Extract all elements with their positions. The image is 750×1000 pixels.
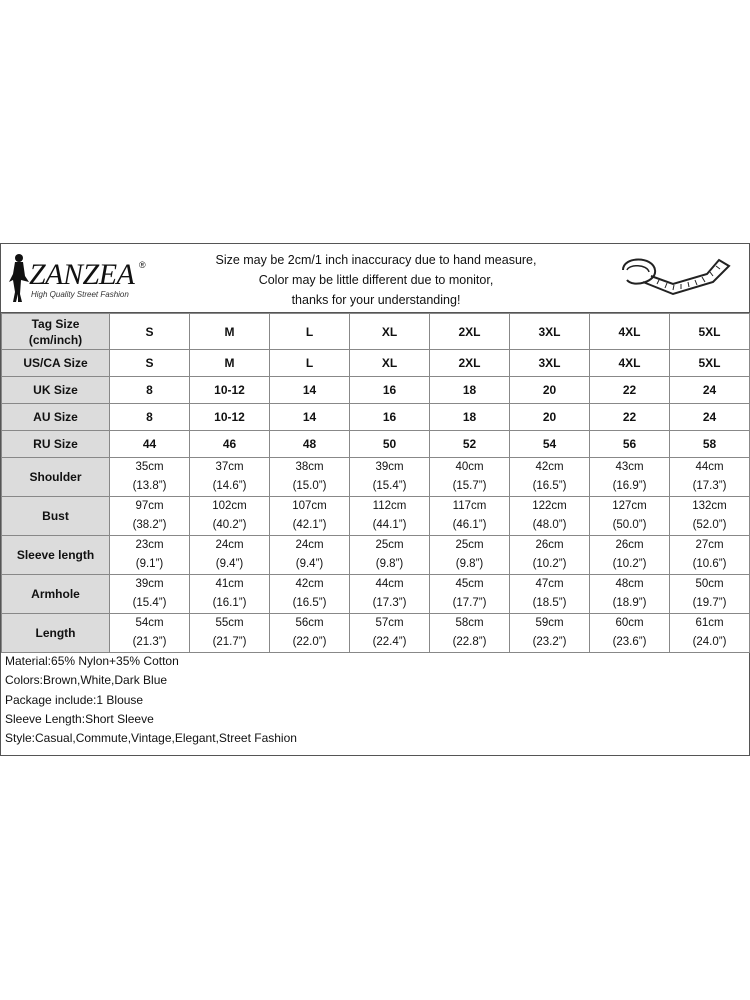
spec-sleeve-length: Sleeve Length:Short Sleeve [5,711,154,726]
inch-value: (21.3”) [132,636,167,648]
cm-value: 107cm [292,500,327,512]
inch-value: (22.8”) [452,636,487,648]
spec-material: Material:65% Nylon+35% Cotton [5,654,179,668]
measure-cell [110,614,190,653]
row-label: Tag Size (cm/inch) [2,314,110,350]
cm-value: 24cm [215,539,244,551]
cm-value: 58cm [455,617,484,629]
inch-value: (22.4”) [372,636,407,648]
size-cell: 14 [270,404,350,431]
measure-cell [510,614,590,653]
measurement-notice [176,250,576,310]
inch-value: (48.0”) [532,519,567,531]
measure-cell [190,536,270,575]
measure-cell [670,575,750,614]
measure-cell [190,458,270,497]
size-cell: 3XL [510,350,590,377]
cm-value: 48cm [615,578,644,590]
measure-cell [190,614,270,653]
size-cell: 5XL [670,350,750,377]
measure-cell [270,536,350,575]
measure-cell [430,614,510,653]
cm-value: 23cm [135,539,164,551]
size-cell: L [270,350,350,377]
measure-cell [270,575,350,614]
size-cell: 20 [510,404,590,431]
measure-cell [270,497,350,536]
size-table [1,313,750,653]
inch-value: (16.5”) [532,480,567,492]
size-cell: 14 [270,377,350,404]
inch-value: (46.1”) [452,519,487,531]
measure-cell [670,536,750,575]
row-label: AU Size [2,404,110,431]
size-cell: L [270,314,350,350]
measure-cell [430,575,510,614]
chart-header [1,244,749,313]
row-label: UK Size [2,377,110,404]
cm-value: 102cm [212,500,247,512]
cm-value: 27cm [695,539,724,551]
table-row [2,377,750,404]
table-row [2,314,750,350]
cm-value: 25cm [455,539,484,551]
measure-cell [430,458,510,497]
table-row [2,575,750,614]
size-cell: 8 [110,404,190,431]
row-label: Sleeve length [2,536,110,575]
inch-value: (40.2”) [212,519,247,531]
cm-value: 44cm [375,578,404,590]
table-row [2,404,750,431]
size-cell: 16 [350,404,430,431]
inch-value: (15.7”) [452,480,487,492]
measure-cell [510,536,590,575]
measure-cell [670,614,750,653]
size-cell: S [110,314,190,350]
row-label: Bust [2,497,110,536]
measure-cell [350,536,430,575]
cm-value: 97cm [135,500,164,512]
measure-cell [270,458,350,497]
size-cell: 10-12 [190,377,270,404]
inch-value: (17.3”) [372,597,407,609]
size-cell: 16 [350,377,430,404]
size-cell: 24 [670,404,750,431]
registered-mark: ® [139,260,146,270]
cm-value: 127cm [612,500,647,512]
table-row [2,431,750,458]
inch-value: (18.9”) [612,597,647,609]
size-cell: 44 [110,431,190,458]
inch-value: (50.0”) [612,519,647,531]
cm-value: 42cm [535,461,564,473]
cm-value: 25cm [375,539,404,551]
cm-value: 132cm [692,500,727,512]
cm-value: 42cm [295,578,324,590]
cm-value: 122cm [532,500,567,512]
measure-cell [110,575,190,614]
inch-value: (9.4”) [295,558,324,570]
table-row [2,497,750,536]
table-row [2,350,750,377]
measure-cell [110,536,190,575]
cm-value: 112cm [372,500,407,512]
measure-cell [350,614,430,653]
size-cell: 8 [110,377,190,404]
size-cell: 2XL [430,314,510,350]
cm-value: 61cm [695,617,724,629]
spec-colors: Colors:Brown,White,Dark Blue [5,673,168,688]
cm-value: 55cm [215,617,244,629]
inch-value: (9.8”) [375,558,404,570]
measure-cell [430,536,510,575]
measure-cell [590,614,670,653]
row-label: US/CA Size [2,350,110,377]
measure-cell [590,458,670,497]
size-cell: 10-12 [190,404,270,431]
size-cell: 48 [270,431,350,458]
inch-value: (17.3”) [692,480,727,492]
inch-value: (22.0”) [292,636,327,648]
inch-value: (24.0”) [692,636,727,648]
cm-value: 24cm [295,539,324,551]
cm-value: 60cm [615,617,644,629]
cm-value: 26cm [535,539,564,551]
measure-cell [670,497,750,536]
measure-cell [430,497,510,536]
cm-value: 37cm [215,461,244,473]
inch-value: (15.4”) [372,480,407,492]
product-specs [5,652,297,748]
inch-value: (10.2”) [612,558,647,570]
inch-value: (16.9”) [612,480,647,492]
size-cell: XL [350,350,430,377]
size-cell: 3XL [510,314,590,350]
inch-value: (17.7”) [452,597,487,609]
inch-value: (14.6”) [212,480,247,492]
measure-cell [190,497,270,536]
inch-value: (23.6”) [612,636,647,648]
size-cell: 46 [190,431,270,458]
cm-value: 38cm [295,461,324,473]
measure-cell [110,458,190,497]
cm-value: 54cm [135,617,164,629]
size-cell: 18 [430,404,510,431]
measure-cell [190,575,270,614]
spec-package: Package include:1 Blouse [5,692,144,707]
cm-value: 50cm [695,578,724,590]
measure-cell [670,458,750,497]
size-cell: 56 [590,431,670,458]
table-row [2,614,750,653]
inch-value: (10.2”) [532,558,567,570]
inch-value: (15.4”) [132,597,167,609]
measure-cell [510,458,590,497]
inch-value: (23.2”) [532,636,567,648]
row-label: Length [2,614,110,653]
cm-value: 45cm [455,578,484,590]
cm-value: 59cm [535,617,564,629]
inch-value: (38.2”) [132,519,167,531]
size-cell: 22 [590,377,670,404]
size-cell: 50 [350,431,430,458]
size-chart [0,243,750,756]
inch-value: (42.1”) [292,519,327,531]
inch-value: (9.8”) [455,558,484,570]
measure-cell [510,497,590,536]
cm-value: 56cm [295,617,324,629]
cm-value: 44cm [695,461,724,473]
size-cell: S [110,350,190,377]
cm-value: 43cm [615,461,644,473]
measuring-tape-icon [613,248,733,308]
measure-cell [350,575,430,614]
inch-value: (21.7”) [212,636,247,648]
inch-value: (19.7”) [692,597,727,609]
inch-value: (9.4”) [215,558,244,570]
inch-value: (15.0”) [292,480,327,492]
cm-value: 117cm [452,500,487,512]
measure-cell [350,458,430,497]
size-cell: 22 [590,404,670,431]
row-label: Armhole [2,575,110,614]
size-cell: 18 [430,377,510,404]
measure-cell [110,497,190,536]
inch-value: (52.0”) [692,519,727,531]
table-row [2,458,750,497]
size-cell: 5XL [670,314,750,350]
notice-line: Color may be little different due to monitor, [258,273,494,287]
cm-value: 57cm [375,617,404,629]
size-cell: 2XL [430,350,510,377]
inch-value: (10.6”) [692,558,727,570]
size-cell: 20 [510,377,590,404]
row-label: RU Size [2,431,110,458]
size-cell: M [190,314,270,350]
measure-cell [270,614,350,653]
inch-value: (16.1”) [212,597,247,609]
spec-style: Style:Casual,Commute,Vintage,Elegant,Street Fashion [5,731,297,746]
cm-value: 40cm [455,461,484,473]
brand-tagline: High Quality Street Fashion [31,290,129,299]
measure-cell [590,536,670,575]
inch-value: (44.1”) [372,519,407,531]
cm-value: 39cm [375,461,404,473]
cm-value: 26cm [615,539,644,551]
cm-value: 41cm [215,578,244,590]
inch-value: (18.5”) [532,597,567,609]
table-row [2,536,750,575]
brand-logo [7,252,157,308]
cm-value: 39cm [135,578,164,590]
notice-line: Size may be 2cm/1 inch inaccuracy due to hand measure, [215,253,537,267]
measure-cell [590,575,670,614]
size-cell: 58 [670,431,750,458]
row-label: Shoulder [2,458,110,497]
size-cell: 52 [430,431,510,458]
size-cell: 54 [510,431,590,458]
notice-line: thanks for your understanding! [291,293,461,307]
inch-value: (16.5”) [292,597,327,609]
measure-cell [590,497,670,536]
brand-name: ZANZEA [29,258,135,291]
size-cell: 4XL [590,350,670,377]
size-cell: 24 [670,377,750,404]
size-cell: 4XL [590,314,670,350]
measure-cell [510,575,590,614]
inch-value: (13.8”) [132,480,167,492]
size-cell: XL [350,314,430,350]
inch-value: (9.1”) [135,558,164,570]
measure-cell [350,497,430,536]
cm-value: 35cm [135,461,164,473]
cm-value: 47cm [535,578,564,590]
size-cell: M [190,350,270,377]
